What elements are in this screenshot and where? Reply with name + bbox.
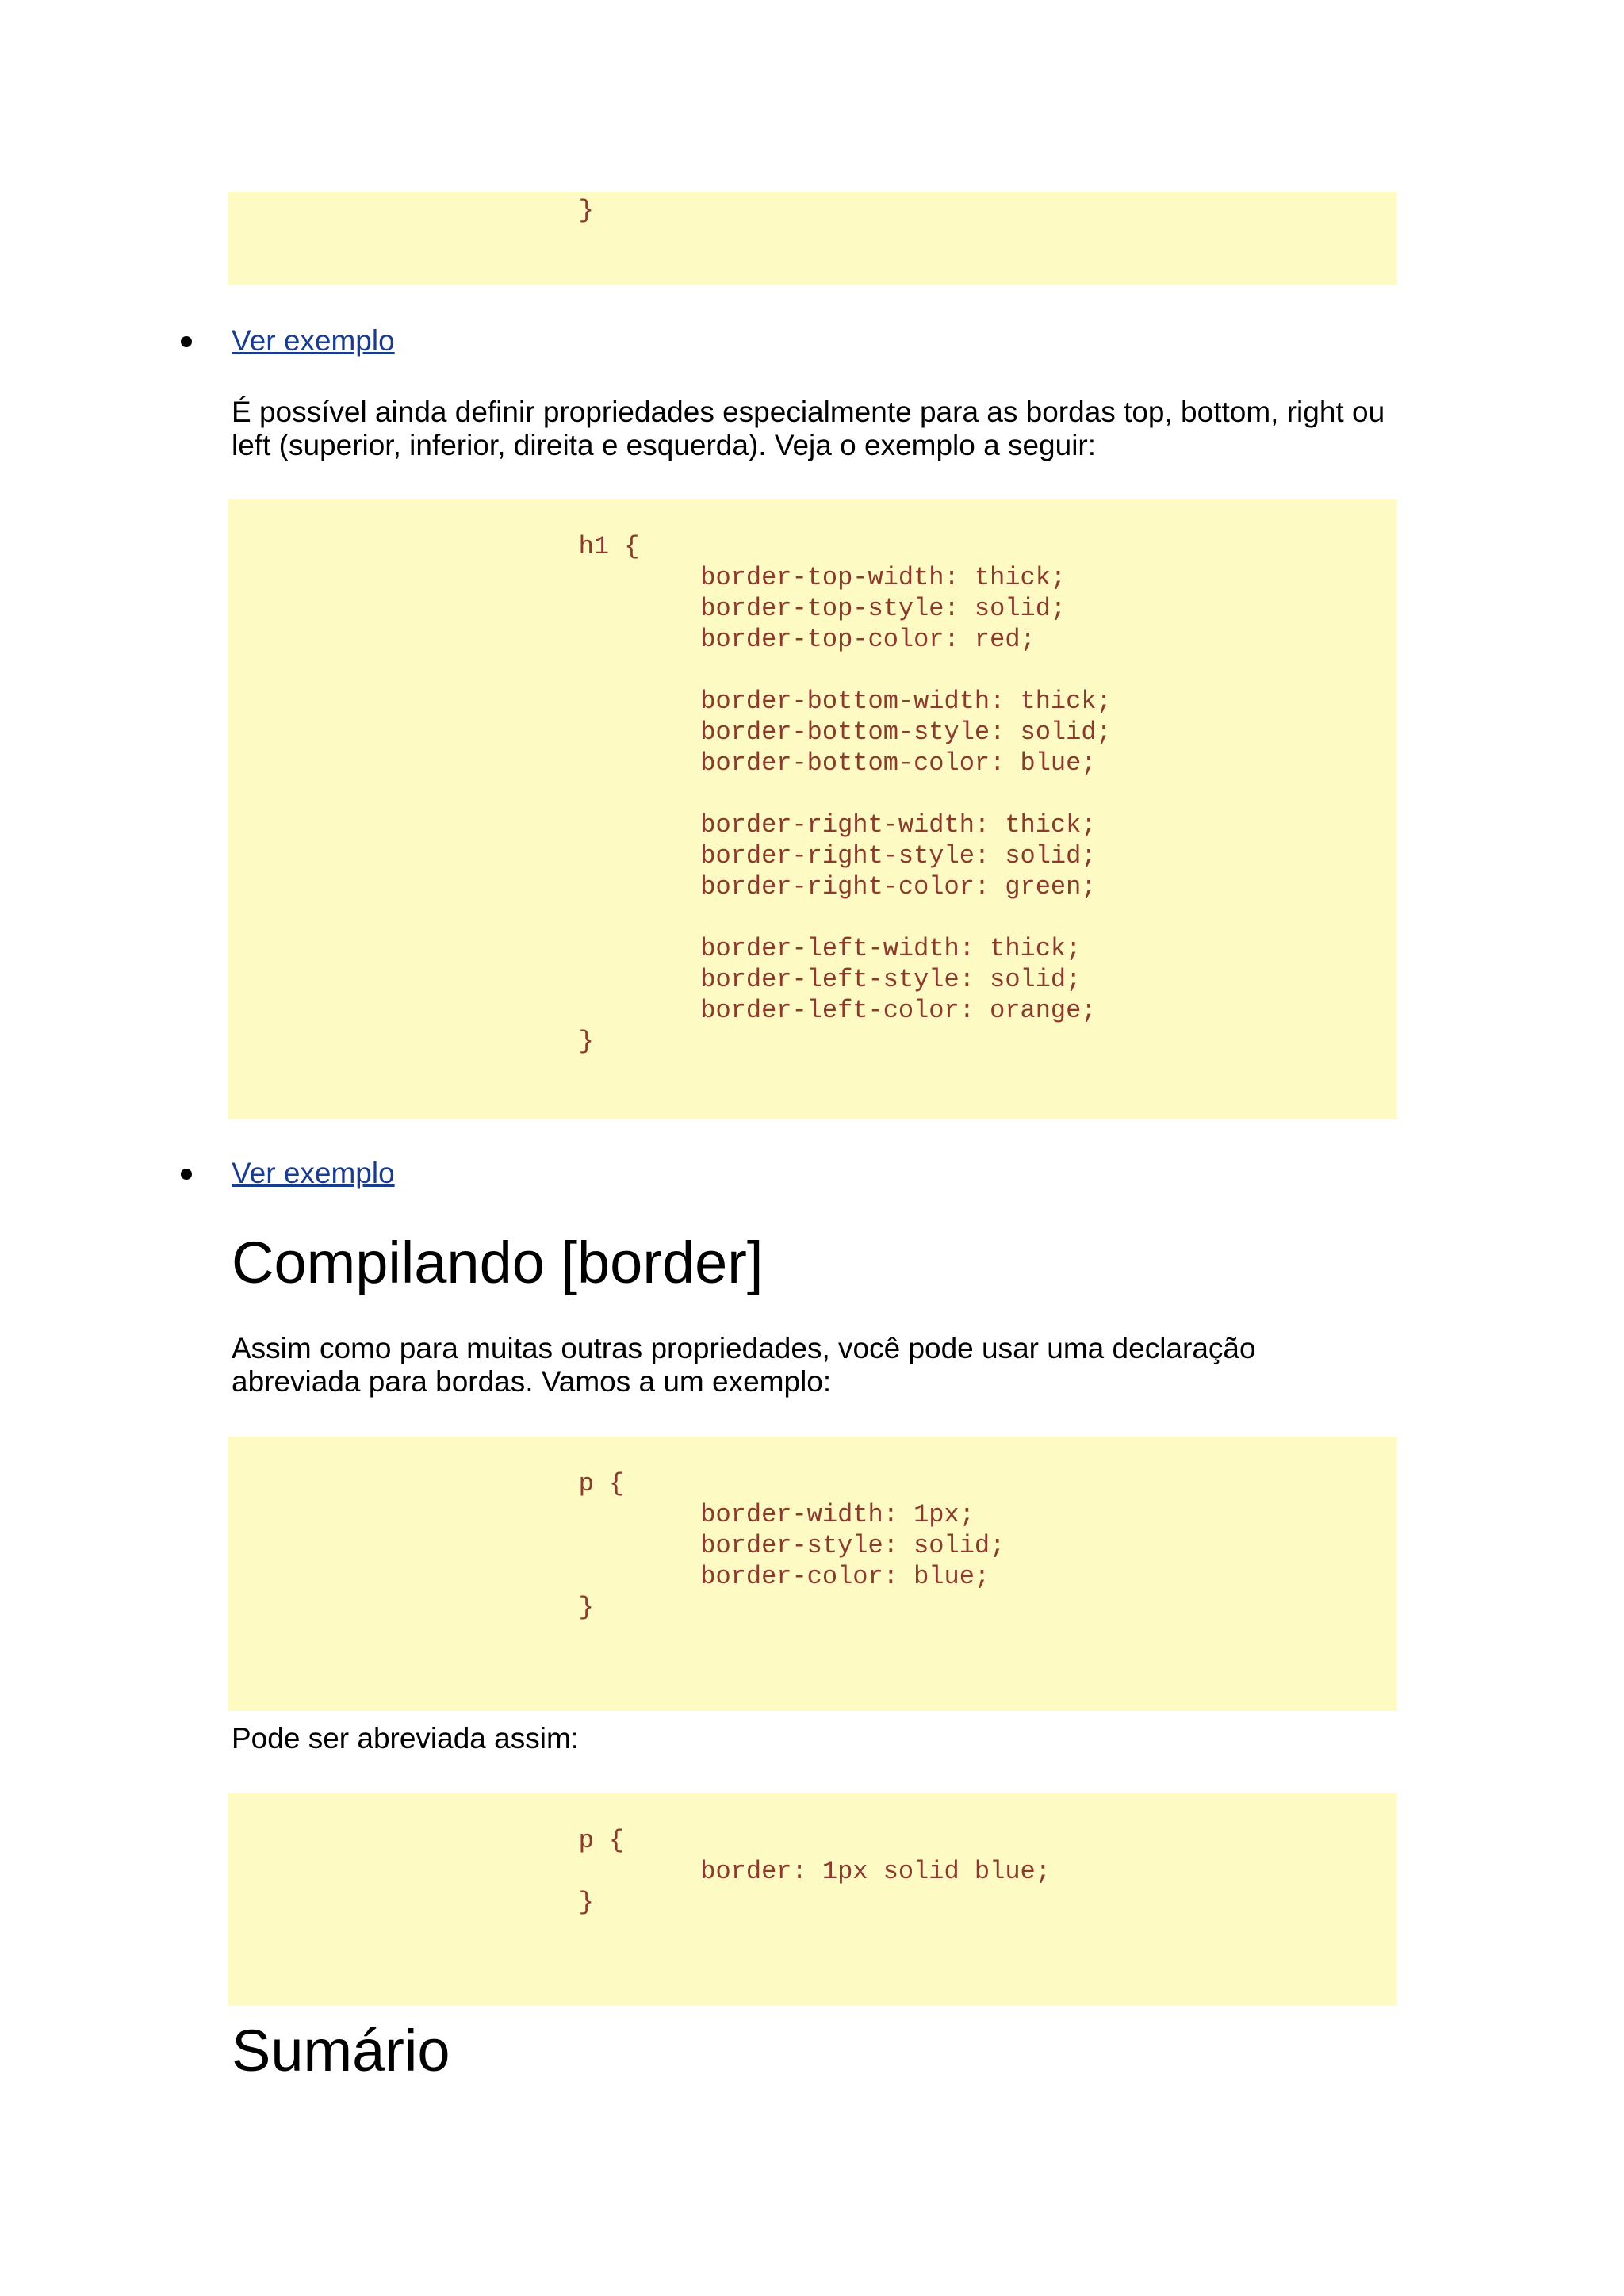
ver-exemplo-link-2[interactable]: Ver exemplo (232, 1157, 395, 1189)
ver-exemplo-link-1[interactable]: Ver exemplo (232, 324, 395, 357)
paragraph-abreviada: Pode ser abreviada assim: (232, 1722, 580, 1755)
code-block-p-short (228, 1793, 1397, 2006)
heading-sumario: Sumário (232, 2018, 450, 2084)
bullet-marker (181, 336, 192, 347)
code-block-p-long (228, 1437, 1397, 1711)
paragraph-compilando: Assim como para muitas outras propriedades, você pode usar uma declaração abreviada para bordas. Vamos a um exemplo: (232, 1332, 1256, 1398)
code-block-top (228, 192, 1397, 285)
code-block-h1 (228, 499, 1397, 1119)
code-text-h1: h1 { border-top-width: thick; border-top-style: solid; border-top-color: red; border-bottom-width: thick; border-bottom-style: solid; border-bottom-color: blue; border-right-width: thick; border-right-style: solid; border-right-color: green; border-left-width: thick; border-left-style: solid; border-left-color: orange; } (578, 532, 1112, 1056)
bullet-marker (181, 1169, 192, 1180)
code-text-top: } (457, 196, 594, 225)
code-text-p-short: p { border: 1px solid blue; } (578, 1826, 1051, 1917)
paragraph-borders-intro: É possível ainda definir propriedades especialmente para as bordas top, bottom, right ou left (superior, inferior, direita e esquerda). Veja o exemplo a seguir: (232, 396, 1385, 461)
heading-compilando-border: Compilando [border] (232, 1230, 764, 1295)
code-text-p-long: p { border-width: 1px; border-style: solid; border-color: blue; } (578, 1469, 1005, 1622)
